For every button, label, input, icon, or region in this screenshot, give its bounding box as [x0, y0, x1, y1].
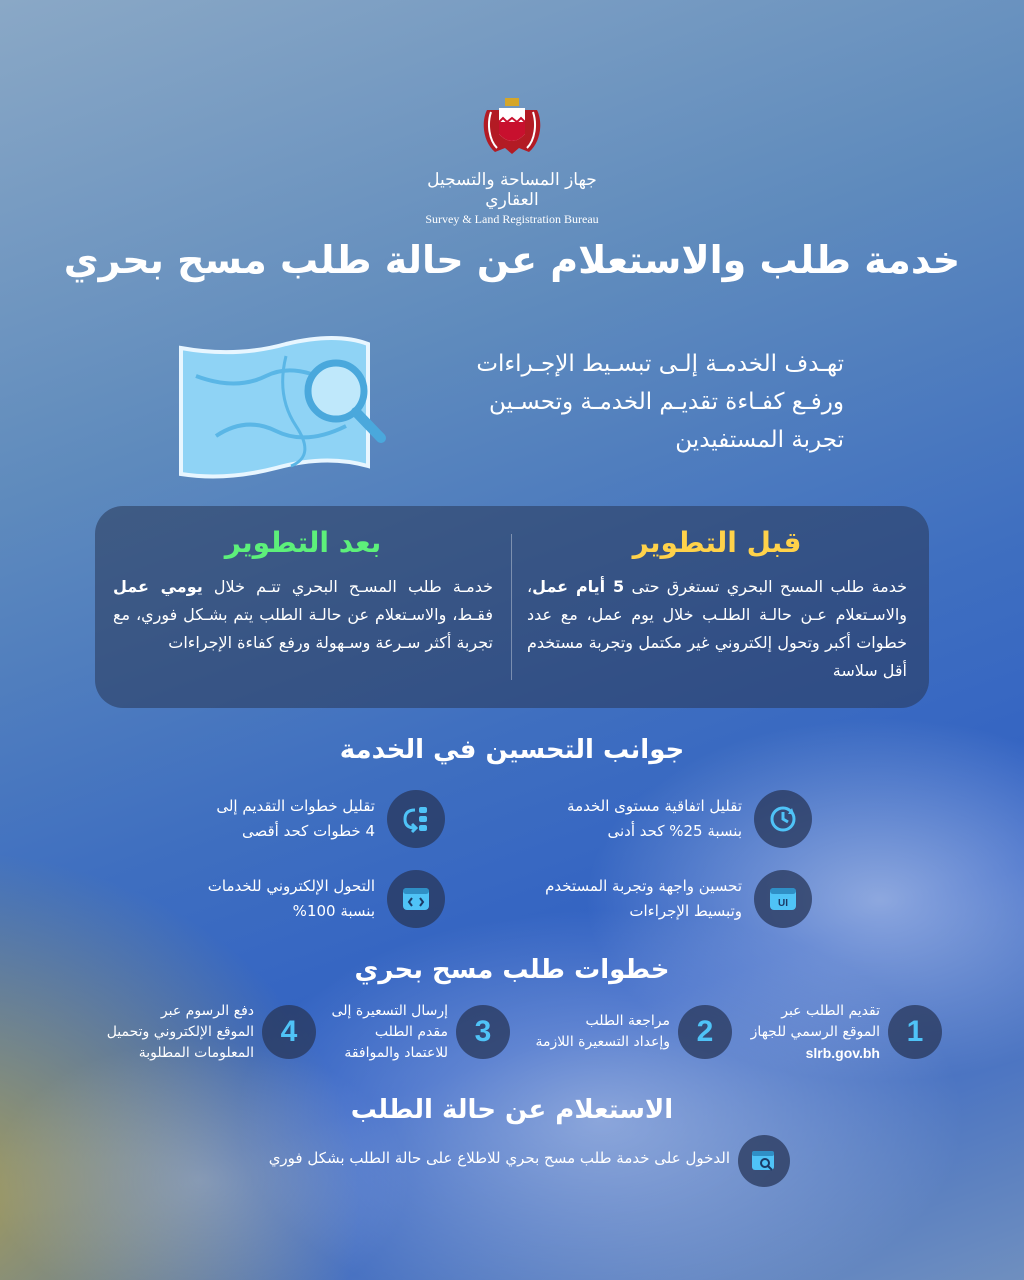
comparison-panel	[95, 506, 929, 708]
step-line: دفع الرسوم عبر	[160, 1003, 254, 1019]
step-number: 3	[456, 1005, 510, 1059]
improvement-line: تحسين واجهة وتجربة المستخدم	[545, 877, 742, 895]
improvement-item	[482, 870, 812, 930]
before-text-part: ، والاسـتعلام عـن حالـة الطلـب خلال يوم عمل، مع عدد خطوات أكبر وتحول إلكتروني غير مكتمل وتجربة مستخدم أقل سلاسة	[527, 577, 907, 680]
step-number: 1	[888, 1005, 942, 1059]
step-website-link[interactable]: slrb.gov.bh	[805, 1045, 880, 1061]
step-line: المعلومات المطلوبة	[138, 1045, 254, 1061]
intro-line: تهـدف الخدمـة إلـى تبسـيط الإجـراءات	[476, 351, 844, 377]
before-development-column	[527, 526, 907, 685]
step-line: مقدم الطلب	[374, 1024, 448, 1040]
page-title: خدمة طلب والاستعلام عن حالة طلب مسح بحري	[63, 238, 961, 282]
step-text	[332, 1001, 448, 1064]
before-title: قبل التطوير	[632, 526, 802, 559]
improvement-line: وتبسيط الإجراءات	[629, 902, 742, 920]
improvement-line: التحول الإلكتروني للخدمات	[207, 877, 375, 895]
step-line: إرسال التسعيرة إلى	[331, 1003, 448, 1019]
step-line: تقديم الطلب عبر	[781, 1003, 880, 1019]
intro-text	[424, 345, 844, 459]
step-line: الموقع الرسمي للجهاز	[750, 1024, 880, 1040]
intro-line: ورفـع كفـاءة تقديـم الخدمـة وتحسـين	[489, 389, 844, 415]
step-item	[320, 1005, 510, 1065]
after-highlight: يومي عمل	[113, 577, 203, 596]
after-title: بعد التطوير	[224, 526, 382, 559]
inquiry-item	[230, 1135, 790, 1189]
improvement-line: تقليل اتفاقية مستوى الخدمة	[567, 797, 742, 815]
after-text-part: فقـط، والاسـتعلام عن حالـة الطلب يتم بشـكل فوري، مع تجربة أكثر سـرعة وسـهولة ورفع كفاءة الإجراءات	[113, 605, 493, 652]
step-item	[510, 1005, 732, 1065]
step-number: 2	[678, 1005, 732, 1059]
improvement-line: بنسبة 25% كحد أدنى	[607, 822, 742, 840]
panel-divider	[511, 534, 512, 680]
bureau-name-arabic: جهاز المساحة والتسجيل العقاري	[427, 170, 597, 210]
improvement-text	[482, 794, 742, 844]
before-description	[527, 573, 907, 685]
improvement-line: 4 خطوات كحد أقصى	[241, 822, 375, 840]
step-text	[751, 1001, 880, 1064]
steps-icon	[387, 790, 445, 848]
after-description	[113, 573, 493, 657]
step-item	[80, 1005, 316, 1065]
step-item	[730, 1005, 942, 1065]
inquiry-title: الاستعلام عن حالة الطلب	[350, 1095, 674, 1125]
improvements-title: جوانب التحسين في الخدمة	[339, 735, 685, 765]
improvement-text	[115, 794, 375, 844]
svg-text:UI: UI	[778, 898, 788, 909]
inquiry-text: الدخول على خدمة طلب مسح بحري للاطلاع على حالة الطلب بشكل فوري	[268, 1149, 730, 1167]
improvement-item	[115, 870, 445, 930]
coat-of-arms-icon	[477, 92, 547, 162]
before-highlight: 5 أيام عمل	[532, 577, 625, 596]
step-line: وإعداد التسعيرة اللازمة	[535, 1034, 670, 1050]
improvement-text	[115, 874, 375, 924]
improvement-line: بنسبة 100%	[292, 902, 375, 920]
ui-window-icon	[754, 870, 812, 928]
step-line: للاعتماد والموافقة	[344, 1045, 448, 1061]
before-text-part: خدمة طلب المسح البحري تستغرق حتى	[624, 577, 908, 596]
map-magnifier-icon	[176, 336, 391, 481]
bureau-name-english: Survey & Land Registration Bureau	[425, 212, 599, 226]
improvement-line: تقليل خطوات التقديم إلى	[216, 797, 375, 815]
step-line: الموقع الإلكتروني وتحميل	[106, 1024, 254, 1040]
improvement-item	[115, 790, 445, 850]
step-text	[107, 1001, 254, 1064]
step-number: 4	[262, 1005, 316, 1059]
steps-title: خطوات طلب مسح بحري	[354, 955, 670, 985]
step-text	[535, 1011, 670, 1053]
improvement-item	[482, 790, 812, 850]
search-window-icon	[738, 1135, 790, 1187]
bureau-logo	[412, 92, 612, 227]
intro-line: تجربة المستفيدين	[675, 427, 844, 453]
step-line: مراجعة الطلب	[585, 1013, 670, 1029]
after-development-column	[113, 526, 493, 657]
improvement-text	[482, 874, 742, 924]
after-text-part: خدمـة طلب المسـح البحري تتـم خلال	[202, 577, 494, 596]
clock-refresh-icon	[754, 790, 812, 848]
code-window-icon	[387, 870, 445, 928]
